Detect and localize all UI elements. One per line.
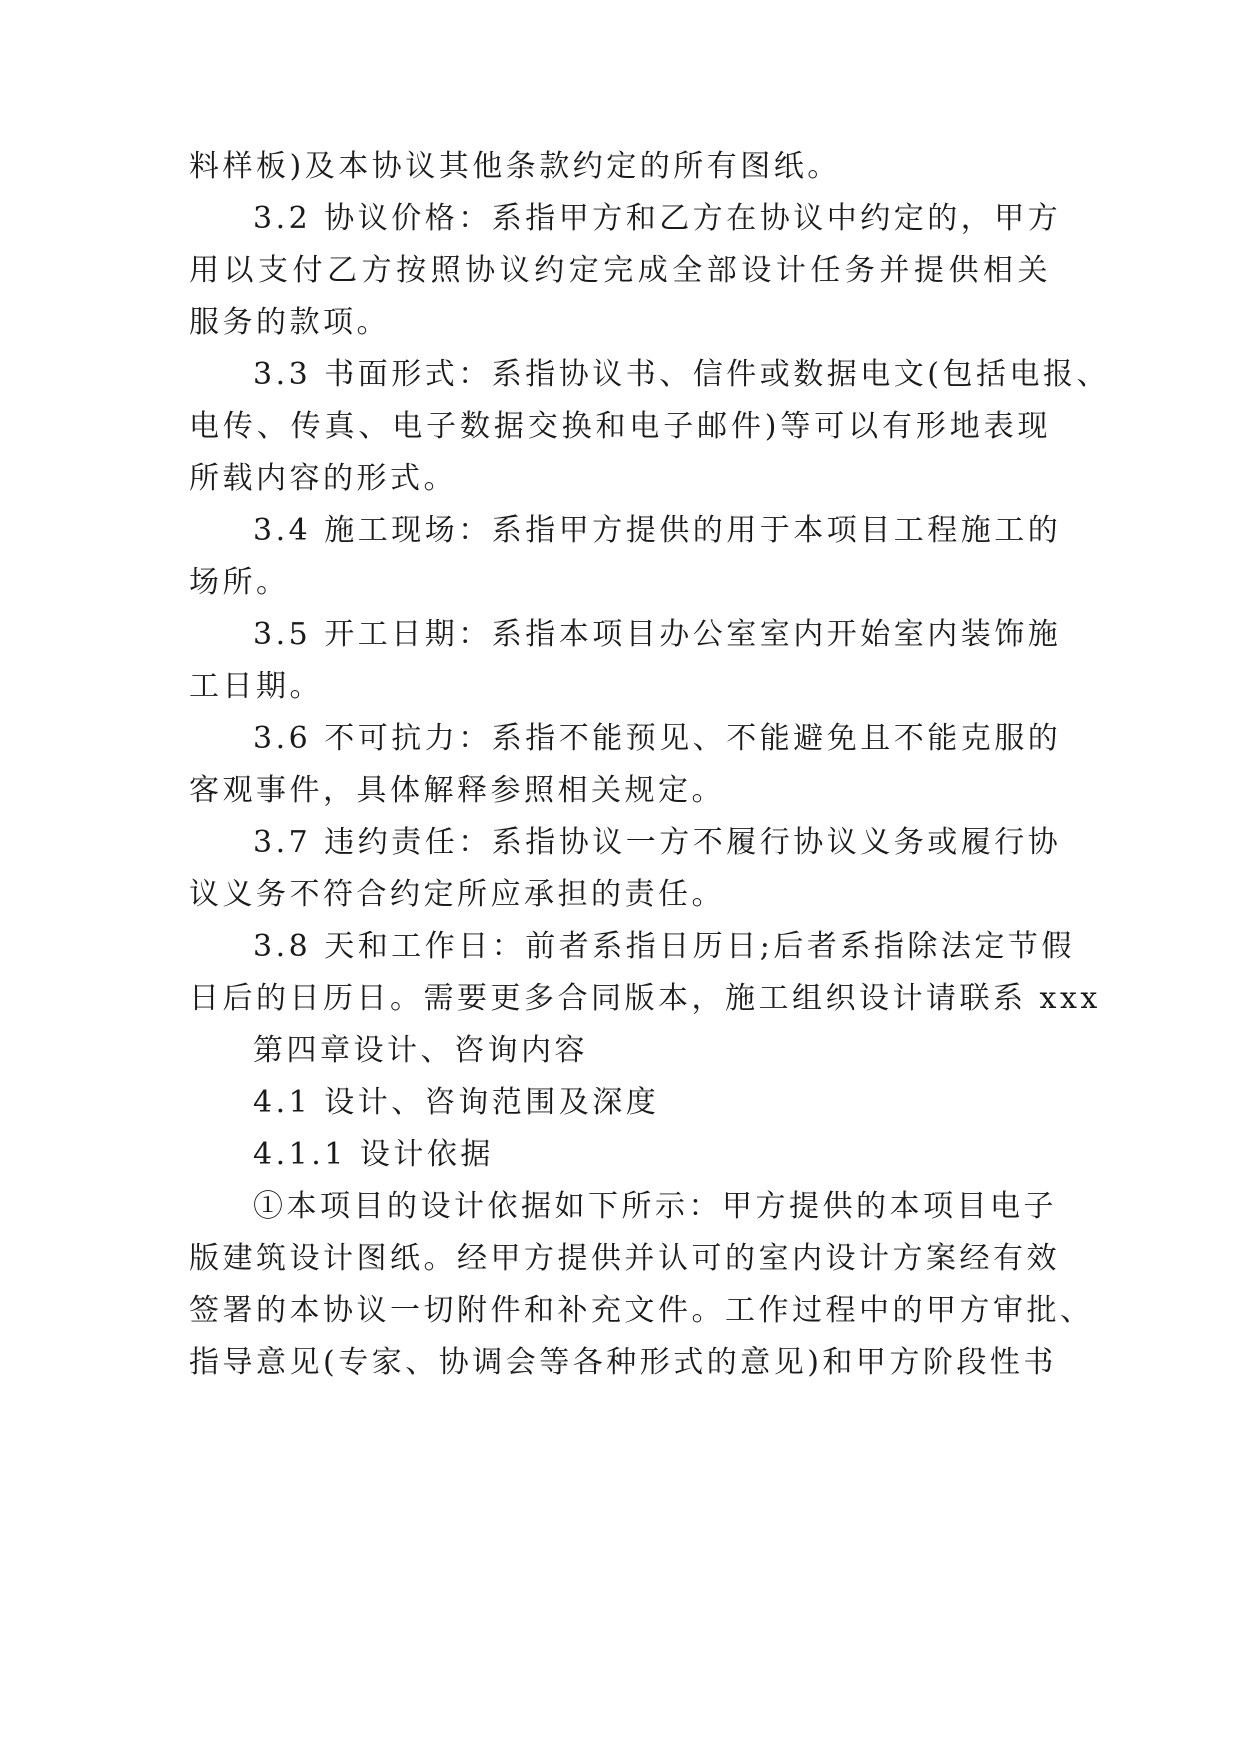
clause-3-5: 3.5 开工日期：系指本项目办公室室内开始室内装饰施 xyxy=(253,617,1062,652)
clause-3-2: 3.2 协议价格：系指甲方和乙方在协议中约定的，甲方 xyxy=(253,201,1062,236)
text-line: 客观事件，具体解释参照相关规定。 xyxy=(189,773,725,808)
section-heading: 4.1 设计、咨询范围及深度 xyxy=(253,1085,660,1120)
clause-3-7: 3.7 违约责任：系指协议一方不履行协议义务或履行协 xyxy=(253,825,1062,860)
text-line: 版建筑设计图纸。经甲方提供并认可的室内设计方案经有效 xyxy=(189,1241,1060,1276)
text-line: 指导意见(专家、协调会等各种形式的意见)和甲方阶段性书 xyxy=(189,1345,1057,1380)
text-line: 用以支付乙方按照协议约定完成全部设计任务并提供相关 xyxy=(189,253,1051,288)
text-line: 签署的本协议一切附件和补充文件。工作过程中的甲方审批、 xyxy=(189,1293,1094,1328)
text-line: 议义务不符合约定所应承担的责任。 xyxy=(189,877,725,912)
paragraph-design-basis: ①本项目的设计依据如下所示：甲方提供的本项目电子 xyxy=(253,1189,1057,1224)
text-line: 服务的款项。 xyxy=(189,305,390,340)
clause-3-4: 3.4 施工现场：系指甲方提供的用于本项目工程施工的 xyxy=(253,513,1062,548)
clause-3-6: 3.6 不可抗力：系指不能预见、不能避免且不能克服的 xyxy=(253,721,1062,756)
subsection-heading: 4.1.1 设计依据 xyxy=(253,1137,494,1172)
clause-3-8: 3.8 天和工作日：前者系指日历日;后者系指除法定节假 xyxy=(253,929,1075,964)
text-line: 所载内容的形式。 xyxy=(189,461,457,496)
chapter-heading: 第四章设计、咨询内容 xyxy=(253,1033,588,1068)
text-line: 工日期。 xyxy=(189,669,323,704)
clause-3-3: 3.3 书面形式：系指协议书、信件或数据电文(包括电报、 xyxy=(253,357,1110,392)
text-line: 电传、传真、电子数据交换和电子邮件)等可以有形地表现 xyxy=(189,409,1051,444)
text-line: 场所。 xyxy=(189,565,290,600)
text-line: 料样板)及本协议其他条款约定的所有图纸。 xyxy=(189,149,841,184)
text-line: 日后的日历日。需要更多合同版本，施工组织设计请联系 xxx xyxy=(189,981,1101,1016)
